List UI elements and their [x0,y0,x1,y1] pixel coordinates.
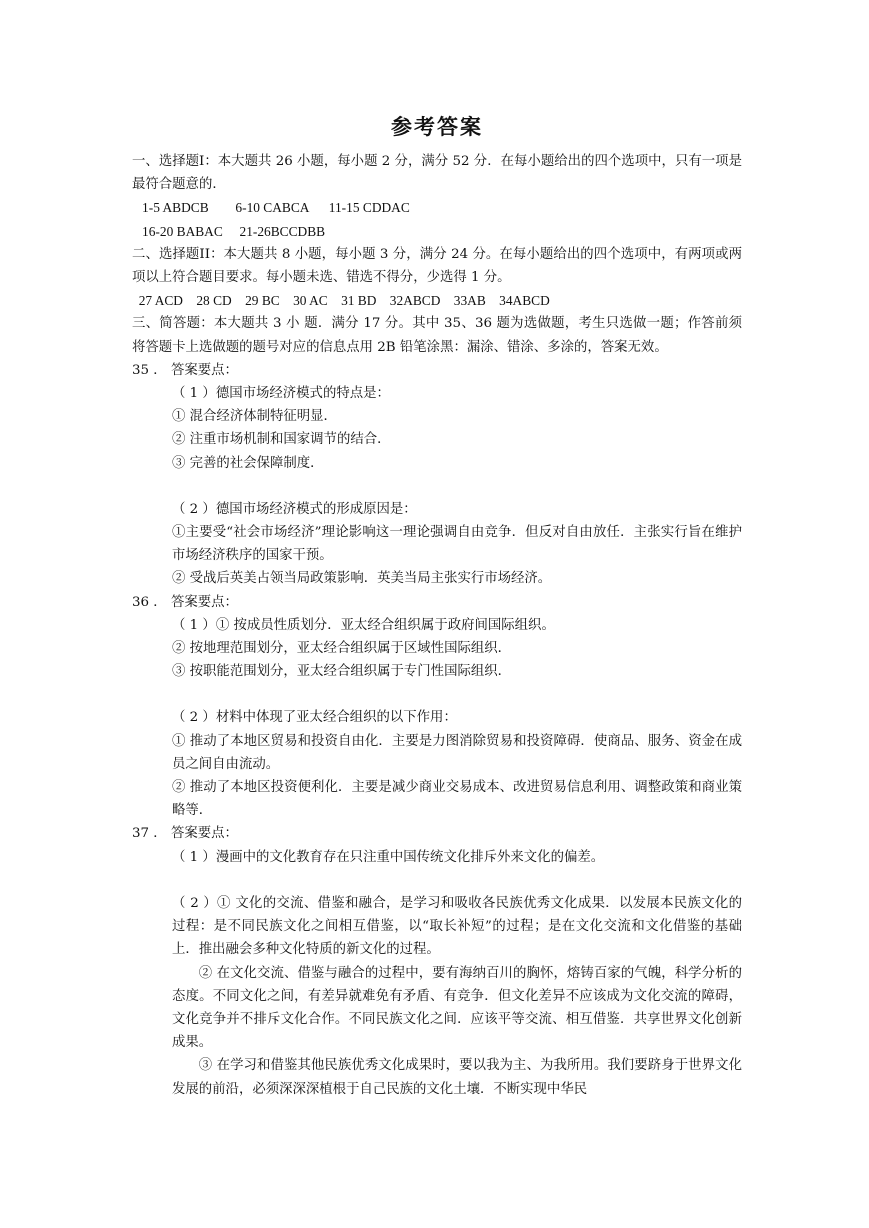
spacer [132,683,742,706]
q36-part1-item-c: ③ 按职能范围划分，亚太经合组织属于专门性国际组织． [172,664,512,680]
section2-heading: 二、选择题II：本大题共 8 小题，每小题 3 分，满分 24 分。在每小题给出的四个选项中，有两项或两项以上符合题目要求。每小题未选、错选不得分，少选得 1 分。 [132,246,742,286]
spacer [132,475,742,498]
q37-part2-item-a: （ 2 ）① 文化的交流、借鉴和融合，是学习和吸收各民族优秀文化成果．以发展本民族文化的过程：是不同民族文化之间相互借鉴，以“取长补短”的过程；是在文化交流和文化借鉴的基础上．推出融会多种文化特质的新文化的过程。 [172,895,742,958]
q37-label: 37 ． 答案要点： [132,826,238,842]
q35-label: 35 ． 答案要点： [132,362,238,378]
q37-part2-item-c: ③ 在学习和借鉴其他民族优秀文化成果时，要以我为主、为我所用。我们要跻身于世界文化发展的前沿，必须深深深植根于自己民族的文化土壤．不断实现中华民 [172,1058,742,1097]
q35-part1-item-c: ③ 完善的社会保障制度． [172,455,324,471]
section2-answers-row1: 27 ACD 28 CD 29 BC 30 AC 31 BD 32ABCD 33AB 34ABCD [132,293,550,309]
q36-label: 36 ． 答案要点： [132,594,238,610]
section1-answers-row2: 16-20 BABAC 21-26BCCDBB [132,223,326,239]
q35-part1-item-a: ① 混合经济体制特征明显． [172,409,337,425]
section3-heading: 三、简答题：本大题共 3 小 题．满分 17 分。其中 35、36 题为选做题，考生只选做一题；作答前须将答题卡上选做题的题号对应的信息点用 2B 铅笔涂黑：漏涂、错涂、多涂的，答案无效。 [132,316,742,355]
page-title: 参考答案 [391,115,483,139]
spacer [132,869,742,892]
section1-answers-row1: 1-5 ABDCB 6-10 CABCA 11-15 CDDAC [132,200,410,216]
section1-heading: 一、选择题Ⅰ：本大题共 26 小题，每小题 2 分，满分 52 分．在每小题给出的四个选项中，只有一项是最符合题意的． [132,154,742,193]
q35-part2-item-b: ② 受战后英美占领当局政策影响．英美当局主张实行市场经济。 [172,571,552,587]
answer-document [132,112,742,1101]
q37-part1: （ 1 ）漫画中的文化教育存在只注重中国传统文化排斥外来文化的偏差。 [172,849,605,865]
q36-part1-item-a: （ 1 ）① 按成员性质划分．亚太经合组织属于政府间国际组织。 [172,617,555,633]
q35-part1-item-b: ② 注重市场机制和国家调节的结合． [172,432,391,448]
q36-part2-title: （ 2 ）材料中体现了亚太经合组织的以下作用： [172,710,457,726]
q36-part2-item-b: ② 推动了本地区投资便利化．主要是减少商业交易成本、改进贸易信息利用、调整政策和商业策略等． [172,780,742,819]
q36-part1-item-b: ② 按地理范围划分，亚太经合组织属于区域性国际组织． [172,641,512,657]
q36-part2-item-a: ① 推动了本地区贸易和投资自由化．主要是力图消除贸易和投资障碍．使商品、服务、资金在成员之间自由流动。 [172,733,742,772]
q35-part2-item-a: ①主要受“社会市场经济”理论影响这一理论强调自由竞争．但反对自由放任．主张实行旨在维护市场经济秩序的国家干预。 [172,525,742,564]
q37-part2-item-b: ② 在文化交流、借鉴与融合的过程中，要有海纳百川的胸怀，熔铸百家的气魄，科学分析的态度。不同文化之间，有差异就难免有矛盾、有竞争．但文化差异不应该成为文化交流的障碍，文化竞争并不排斥文化合作。不同民族文化之间．应该平等交流、相互借鉴．共享世界文化创新成果。 [172,965,742,1051]
q35-part2-title: （ 2 ）德国市场经济模式的形成原因是： [172,501,417,517]
q35-part1-title: （ 1 ）德国市场经济模式的特点是： [172,386,390,402]
